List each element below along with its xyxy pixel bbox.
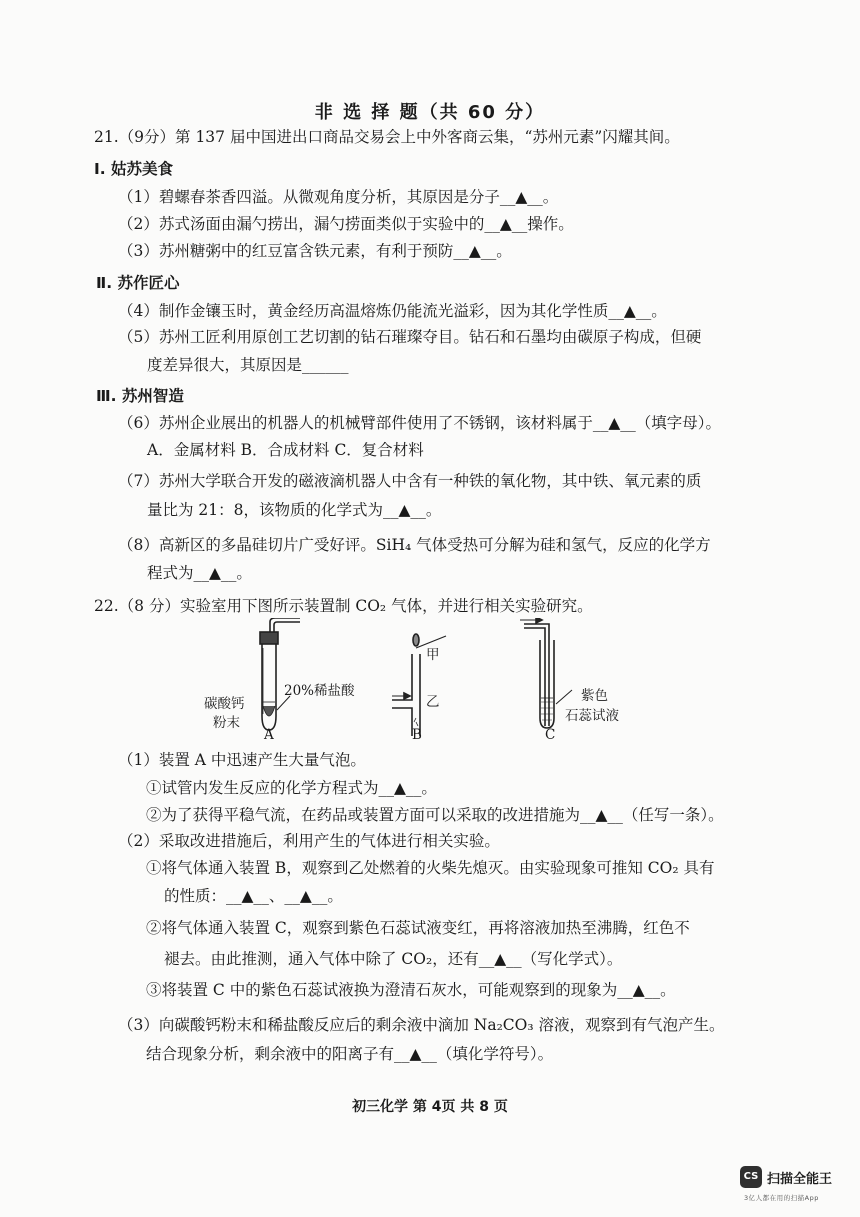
q21-section-3-title: Ⅲ. 苏州智造 <box>96 387 184 405</box>
q22-line-4: （2）采取改进措施后，利用产生的气体进行相关实验。 <box>118 832 500 850</box>
label-c: C <box>545 727 556 743</box>
q22-line-10: （3）向碳酸钙粉末和稀盐酸反应后的剩余液中滴加 Na₂CO₃ 溶液，观察到有气泡产生。 <box>118 1016 725 1034</box>
q21-item-7: （7）苏州大学联合开发的磁液滴机器人中含有一种铁的氧化物，其中铁、氧元素的质 <box>118 472 702 490</box>
scanner-watermark <box>740 1166 848 1210</box>
label-yi: 乙 <box>426 694 440 710</box>
label-b: B <box>412 727 422 743</box>
q22-line-2: ①试管内发生反应的化学方程式为__▲__。 <box>146 779 437 797</box>
q22-line-1: （1）装置 A 中迅速产生大量气泡。 <box>118 751 366 769</box>
q21-item-6-options: A．金属材料 B．合成材料 C．复合材料 <box>147 441 424 459</box>
q21-item-5: （5）苏州工匠利用原创工艺切割的钻石璀璨夺目。钻石和石墨均由碳原子构成，但硬 <box>118 328 702 346</box>
q21-item-2: （2）苏式汤面由漏勺捞出，漏勺捞面类似于实验中的__▲__操作。 <box>118 215 574 233</box>
label-powder: 粉末 <box>213 715 240 731</box>
label-jia: 甲 <box>426 647 440 663</box>
label-calcium-carbonate: 碳酸钙 <box>204 696 245 712</box>
q22-stem: 22.（8 分）实验室用下图所示装置制 CO₂ 气体，并进行相关实验研究。 <box>94 597 593 615</box>
q21-item-4: （4）制作金镶玉时，黄金经历高温熔炼仍能流光溢彩，因为其化学性质__▲__。 <box>118 302 667 320</box>
q22-line-6: 的性质：__▲__、__▲__。 <box>164 887 343 905</box>
camscanner-logo-icon: CS <box>740 1166 762 1188</box>
watermark-name: 扫描全能王 <box>767 1172 833 1187</box>
q22-line-7: ②将气体通入装置 C，观察到紫色石蕊试液变红，再将溶液加热至沸腾，红色不 <box>146 919 690 937</box>
q22-line-5: ①将气体通入装置 B，观察到乙处燃着的火柴先熄灭。由实验现象可推知 CO₂ 具有 <box>146 859 715 877</box>
q22-line-8: 褪去。由此推测，通入气体中除了 CO₂，还有__▲__（写化学式）。 <box>164 950 623 968</box>
q21-item-6: （6）苏州企业展出的机器人的机械臂部件使用了不锈钢，该材料属于__▲__（填字母）。 <box>118 414 722 432</box>
q22-line-9: ③将装置 C 中的紫色石蕊试液换为澄清石灰水，可能观察到的现象为__▲__。 <box>146 981 676 999</box>
q21-item-7-cont: 量比为 21：8，该物质的化学式为__▲__。 <box>147 501 442 519</box>
q21-item-3: （3）苏州糖粥中的红豆富含铁元素，有利于预防__▲__。 <box>118 242 512 260</box>
q21-section-1-title: I. 姑苏美食 <box>94 160 174 178</box>
watermark-subtitle: 3亿人都在用的扫描App <box>744 1194 819 1202</box>
q21-item-5-cont: 度差异很大，其原因是______ <box>147 356 349 374</box>
label-dilute-hcl: 20%稀盐酸 <box>284 683 355 699</box>
section-title: 非 选 择 题（共 60 分） <box>314 102 546 123</box>
q22-line-3: ②为了获得平稳气流，在药品或装置方面可以采取的改进措施为__▲__（任写一条）。 <box>146 806 724 824</box>
q21-item-8-cont: 程式为__▲__。 <box>147 564 252 582</box>
q21-section-2-title: Ⅱ. 苏作匠心 <box>96 274 180 292</box>
q21-item-8: （8）高新区的多晶硅切片广受好评。SiH₄ 气体受热可分解为硅和氢气，反应的化学方 <box>118 536 711 554</box>
label-purple: 紫色 <box>581 688 608 704</box>
q22-line-11: 结合现象分析，剩余液中的阳离子有__▲__（填化学符号）。 <box>146 1045 554 1063</box>
q21-item-1: （1）碧螺春茶香四溢。从微观角度分析，其原因是分子__▲__。 <box>118 188 559 206</box>
apparatus-figure <box>0 618 860 748</box>
page-footer: 初三化学 第 4页 共 8 页 <box>352 1099 508 1115</box>
q21-stem: 21.（9分）第 137 届中国进出口商品交易会上中外客商云集，“苏州元素”闪耀其间。 <box>94 128 680 146</box>
label-a: A <box>264 727 274 743</box>
label-litmus: 石蕊试液 <box>565 708 619 724</box>
apparatus-a <box>260 618 300 730</box>
